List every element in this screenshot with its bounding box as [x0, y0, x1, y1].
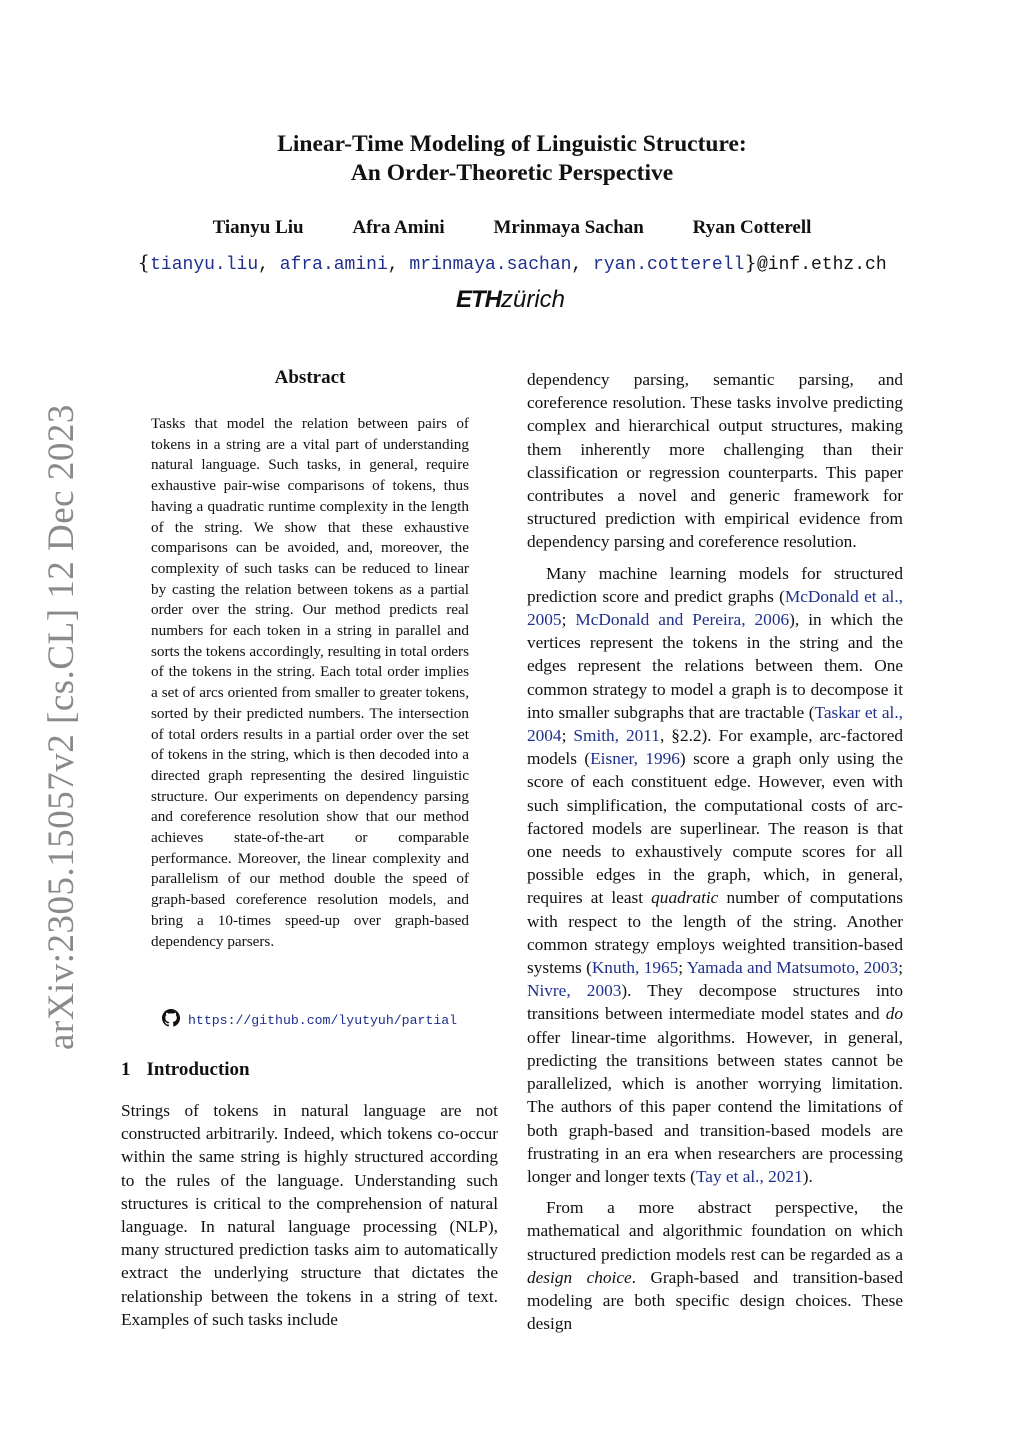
email-link[interactable]: tianyu.liu: [150, 255, 259, 275]
author-name: Mrinmaya Sachan: [493, 217, 644, 238]
text: ;: [561, 610, 576, 630]
title-line-2: An Order-Theoretic Perspective: [350, 160, 674, 186]
author-name: Tianyu Liu: [212, 217, 304, 238]
paper-title: [0, 130, 1024, 188]
text: . Graph-based and transition-based modeling are both specific design choices. These design: [527, 1267, 903, 1334]
paragraph: [527, 1196, 903, 1335]
email-link[interactable]: afra.amini: [279, 255, 388, 275]
email-link[interactable]: mrinmaya.sachan: [409, 255, 572, 275]
citation-link[interactable]: Yamada and Matsumoto, 2003: [686, 958, 899, 978]
logo-zurich: zürich: [501, 286, 566, 313]
author-list: [0, 217, 1024, 239]
text: ) score a graph only using the score of each constituent edge. However, even with such simplification, the computational costs of arc-factored models are superlinear. The reason is that one needs to exhaustively compute scores for all possible edges in the graph, which, in general, requires at least: [527, 749, 903, 908]
introduction-paragraph: Strings of tokens in natural language are not constructed arbitrarily. Indeed, which tokens co-occur within the same string is highly structured according to the rules of the language. Understanding such structures is critical to the comprehension of natural language. In natural language processing (NLP), many structured prediction tasks aim to automatically extract the underlying structure that dictates the relationship between the tokens in a string of text. Examples of such tasks include: [121, 1101, 498, 1329]
emphasis: quadratic: [651, 888, 719, 908]
text: , §2.2). For example, arc-factored models (: [527, 726, 903, 769]
text: ), in which the vertices represent the tokens in the string and the edges represent the relations between them. One common strategy to model a graph is to decompose it into smaller subgraphs that are tractable (: [527, 610, 904, 722]
github-repo-link[interactable]: https://github.com/lyutyuh/partial: [188, 1013, 458, 1028]
arxiv-identifier: arXiv:2305.15057v2 [cs.CL] 12 Dec 2023: [41, 404, 82, 1050]
text: ;: [898, 958, 903, 978]
author-emails: [0, 250, 1024, 275]
text: ;: [561, 726, 574, 746]
citation-link[interactable]: McDonald et al., 2005: [527, 586, 903, 630]
text: ).: [802, 1166, 813, 1186]
title-line-1: Linear-Time Modeling of Linguistic Structure:: [277, 131, 747, 157]
citation-link[interactable]: Smith, 2011: [573, 726, 660, 746]
citation-link[interactable]: Knuth, 1965: [591, 958, 679, 978]
right-column: [527, 368, 903, 1343]
text: ). They decompose structures into transitions between intermediate model states and: [527, 981, 903, 1024]
paragraph: dependency parsing, semantic parsing, and coreference resolution. These tasks involve predicting complex and hierarchical output structures, making them inherently more challenging than their classification or regression counterparts. This paper contributes a novel and generic framework for structured prediction with empirical evidence from dependency parsing and coreference resolution.: [527, 370, 903, 552]
email-link[interactable]: ryan.cotterell: [593, 255, 745, 275]
text: number of computations with respect to the length of the string. Another common strategy employs weighted transition-based systems (: [527, 888, 904, 978]
author-name: Ryan Cotterell: [692, 217, 812, 238]
section-title: Introduction: [146, 1059, 250, 1080]
abstract-heading: Abstract: [274, 367, 346, 388]
eth-zurich-logo: [456, 286, 565, 314]
text: ;: [678, 958, 687, 978]
brace-close: }: [744, 250, 757, 274]
separator: ,: [258, 255, 280, 275]
emphasis: design choice: [527, 1267, 632, 1287]
email-domain: @inf.ethz.ch: [757, 255, 887, 275]
citation-link[interactable]: Nivre, 2003: [527, 981, 622, 1001]
section-number: 1: [121, 1059, 131, 1080]
text: offer linear-time algorithms. However, in general, predicting the transitions between states cannot be parallelized, which is another worrying limitation. The authors of this paper contend the limitations of both graph-based and transition-based models are frustrating in an era when researchers are processing longer and longer texts (: [527, 1027, 903, 1186]
citation-link[interactable]: McDonald and Pereira, 2006: [575, 610, 790, 630]
separator: ,: [571, 255, 594, 275]
citation-link[interactable]: Eisner, 1996: [590, 749, 680, 769]
brace-open: {: [137, 250, 151, 274]
separator: ,: [387, 255, 410, 275]
abstract-text: Tasks that model the relation between pairs of tokens in a string are a vital part of understanding natural language. Such tasks, in general, require exhaustive pair-wise comparisons of tokens, thus having a quadratic runtime complexity in the length of the string. We show that these exhaustive comparisons can be avoided, and, moreover, the complexity of such tasks can be reduced to linear by casting the relation between tokens as a partial order over the string. Our method predicts real numbers for each token in a string in parallel and sorts the tokens accordingly, resulting in total orders of the tokens in the string. Each total order implies a set of arcs oriented from smaller to greater tokens, sorted by their predicted numbers. The intersection of total orders results in a partial order over the set of tokens in the string, which is then decoded into a directed graph representing the desired linguistic structure. Our experiments on dependency parsing and coreference resolution show that our method achieves state-of-the-art or comparable performance. Moreover, the linear complexity and parallelism of our method double the speed of graph-based coreference resolution models, and bring a 10-times speed-up over graph-based dependency parsers.: [151, 415, 469, 950]
text: From a more abstract perspective, the mathematical and algorithmic foundation on which structured prediction models rest can be regarded as a: [527, 1198, 903, 1264]
github-icon: [162, 1009, 180, 1027]
section-heading-introduction: [121, 1059, 250, 1081]
author-name: Afra Amini: [352, 217, 445, 238]
citation-link[interactable]: Taskar et al., 2004: [527, 702, 903, 746]
logo-eth: ETH: [456, 286, 501, 313]
code-link-row: [162, 1009, 457, 1028]
emphasis: do: [885, 1004, 903, 1024]
paragraph: [527, 562, 903, 1188]
text: Many machine learning models for structured prediction score and predict graphs (: [527, 563, 903, 606]
citation-link[interactable]: Tay et al., 2021: [695, 1166, 803, 1186]
